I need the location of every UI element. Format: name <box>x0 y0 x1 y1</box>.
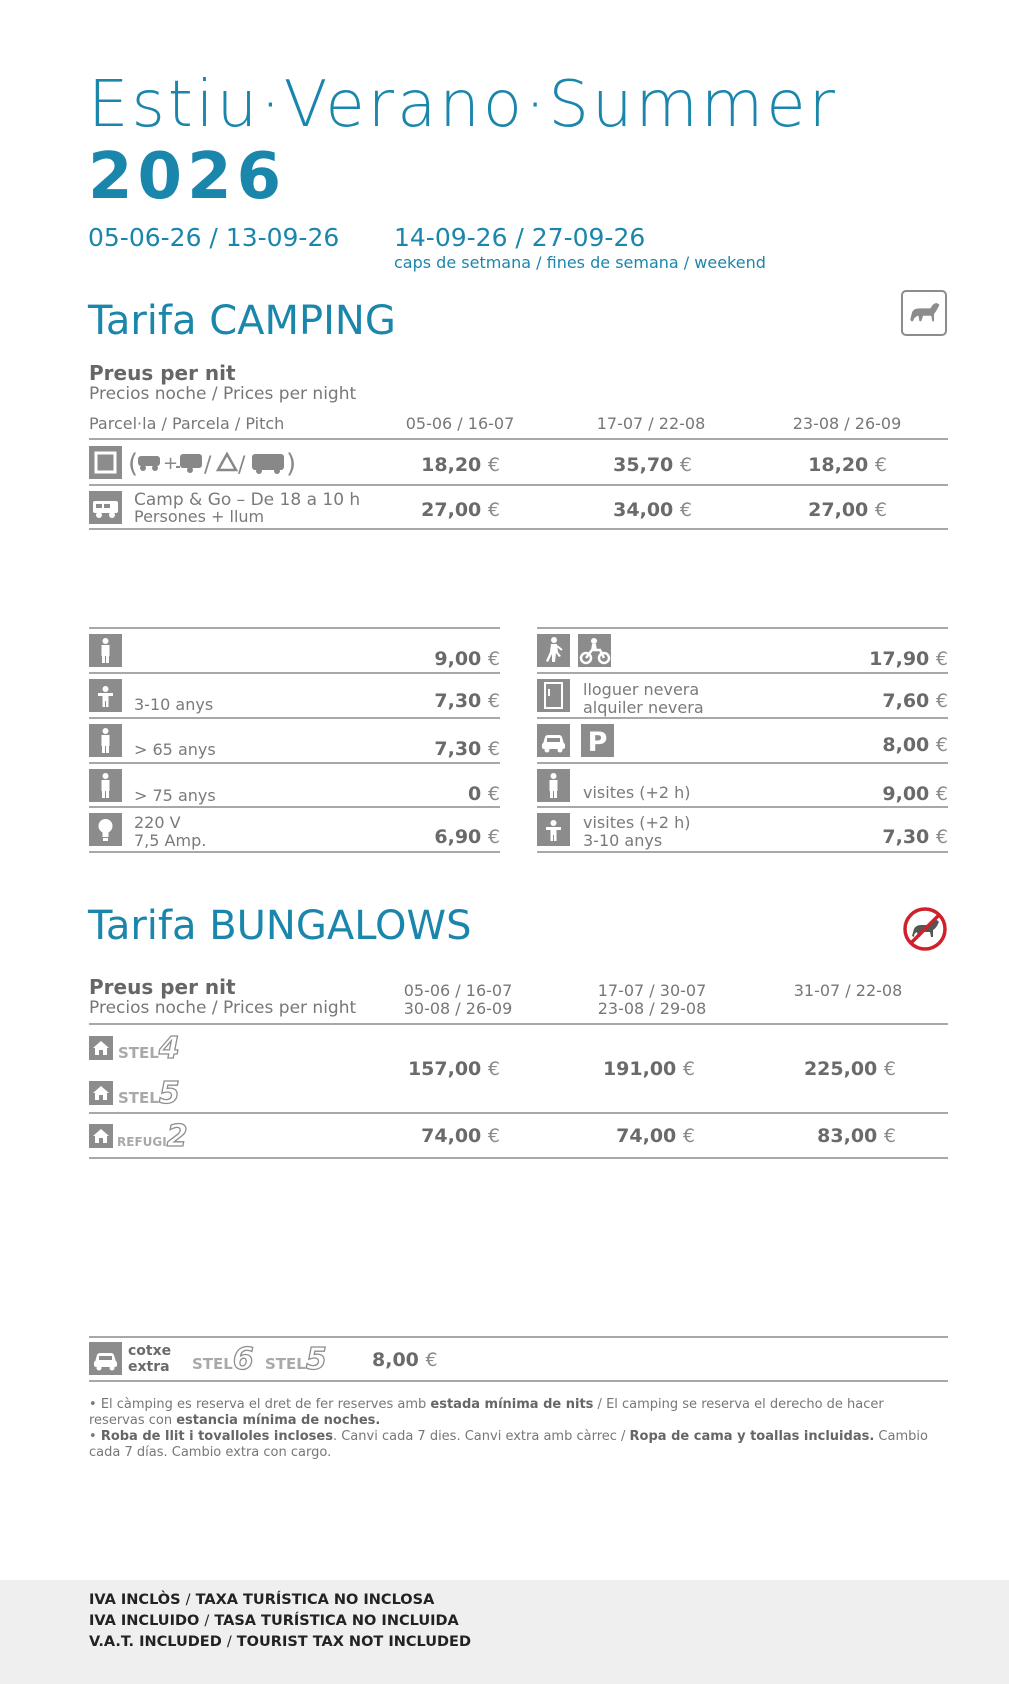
pitch-price-2: 35,70 € <box>613 454 692 476</box>
visitor-child-label: visites (+2 h) <box>583 813 691 832</box>
walker-icon <box>537 634 570 667</box>
visitor-icon <box>537 769 570 802</box>
adult-price: 9,00 € <box>434 648 500 670</box>
child-age-label: 3-10 anys <box>134 695 214 714</box>
house-icon <box>89 1036 113 1060</box>
footer-line-en: V.A.T. INCLUDED / TOURIST TAX NOT INCLUDED <box>89 1634 471 1650</box>
bungalows-subheading: Precios noche / Prices per night <box>89 998 357 1018</box>
footer-line-es: IVA INCLUIDO / TASA TURÍSTICA NO INCLUIDA <box>89 1613 459 1629</box>
bungalows-title: Tarifa BUNGALOWS <box>88 903 472 949</box>
parking-price: 8,00 € <box>882 734 948 756</box>
electricity-price: 6,90 € <box>434 826 500 848</box>
date-range-weekend: 14-09-26 / 27-09-26 <box>394 223 646 252</box>
stel-5-label: STEL5 <box>118 1076 180 1111</box>
note-minimum-stay: • El càmping es reserva el dret de fer reserves amb estada mínima de nits / El camping se reserva el derecho de hacer reservas con estancia mínima de noches. <box>89 1397 884 1428</box>
camp-and-go-sublabel: Persones + llum <box>134 507 265 526</box>
divider <box>89 1380 948 1382</box>
date-range-main: 05-06-26 / 13-09-26 <box>88 223 340 252</box>
child-price: 7,30 € <box>434 690 500 712</box>
no-pets-icon <box>902 906 948 952</box>
motorbike-icon <box>578 634 611 667</box>
campgo-price-2: 34,00 € <box>613 499 692 521</box>
note-linen: • Roba de llit i tovalloles incloses. Canvi cada 7 dies. Canvi extra amb càrrec / Ropa de cama y toallas incluidas. Cambio cada 7 días. Cambio extra con cargo. <box>89 1429 928 1460</box>
bungalows-heading: Preus per nit <box>89 975 236 999</box>
divider <box>537 762 948 764</box>
divider <box>89 806 500 808</box>
extra-car-label: cotxe extra <box>128 1343 172 1375</box>
stel-price-2: 191,00 € <box>602 1058 695 1080</box>
divider <box>89 484 948 486</box>
svg-text:(: ( <box>128 449 139 479</box>
bungalow-period-1b: 30-08 / 26-09 <box>403 999 513 1018</box>
pitch-column-label: Parcel·la / Parcela / Pitch <box>89 414 285 433</box>
refugi-price-2: 74,00 € <box>616 1125 695 1147</box>
campgo-price-3: 27,00 € <box>808 499 887 521</box>
svg-text:/: / <box>238 453 246 478</box>
divider <box>537 672 948 674</box>
bungalow-period-2a: 17-07 / 30-07 <box>597 981 707 1000</box>
divider <box>537 627 948 629</box>
visitor-child-price: 7,30 € <box>882 826 948 848</box>
electricity-voltage: 220 V <box>134 813 181 832</box>
parking-icon <box>581 724 614 757</box>
svg-text:+: + <box>163 453 179 474</box>
stel-4-label: STEL4 <box>118 1031 180 1066</box>
weekend-note: caps de setmana / fines de semana / weekend <box>394 253 766 272</box>
divider <box>89 762 500 764</box>
camping-period-2: 17-07 / 22-08 <box>596 414 706 433</box>
car-icon <box>537 724 570 757</box>
stel-6-label: STEL6 <box>192 1342 254 1377</box>
electricity-amps: 7,5 Amp. <box>134 831 207 850</box>
stel-price-1: 157,00 € <box>407 1058 500 1080</box>
footer <box>0 1580 1009 1684</box>
fridge-label-es: alquiler nevera <box>583 698 704 717</box>
visitor-child-icon <box>537 813 570 846</box>
lightbulb-icon <box>89 813 122 846</box>
camping-title: Tarifa CAMPING <box>88 298 396 344</box>
refugi-price-1: 74,00 € <box>421 1125 500 1147</box>
divider <box>89 672 500 674</box>
divider <box>89 1023 948 1025</box>
divider <box>537 851 948 853</box>
bungalow-period-1a: 05-06 / 16-07 <box>403 981 513 1000</box>
pitch-price-1: 18,20 € <box>421 454 500 476</box>
svg-text:P: P <box>587 727 608 757</box>
divider <box>89 528 948 530</box>
extra-car-price: 8,00 € <box>372 1349 438 1371</box>
page-title: Estiu·Verano·Summer <box>88 68 838 142</box>
senior-icon <box>89 724 122 757</box>
pets-allowed-icon <box>901 290 947 336</box>
stel-price-3: 225,00 € <box>803 1058 896 1080</box>
footer-line-ca: IVA INCLÒS / TAXA TURÍSTICA NO INCLOSA <box>89 1592 435 1608</box>
senior-65-label: > 65 anys <box>134 740 216 759</box>
visitor-price: 9,00 € <box>882 783 948 805</box>
refugi-price-3: 83,00 € <box>817 1125 896 1147</box>
campgo-price-1: 27,00 € <box>421 499 500 521</box>
pitch-icon <box>89 446 122 479</box>
visitor-child-age: 3-10 anys <box>583 831 663 850</box>
divider <box>89 627 500 629</box>
divider <box>537 717 948 719</box>
senior-75-label: > 75 anys <box>134 786 216 805</box>
page-year: 2026 <box>88 140 287 214</box>
svg-text:/: / <box>204 453 212 478</box>
pitch-price-3: 18,20 € <box>808 454 887 476</box>
divider <box>89 1112 948 1114</box>
svg-text:): ) <box>286 449 297 479</box>
stel-5-extra-label: STEL5 <box>265 1342 327 1377</box>
camp-and-go-label: Camp & Go – De 18 a 10 h <box>134 490 361 510</box>
divider <box>89 717 500 719</box>
camping-period-3: 23-08 / 26-09 <box>792 414 902 433</box>
walker-moto-price: 17,90 € <box>869 648 948 670</box>
divider <box>89 438 948 440</box>
fridge-label-ca: lloguer nevera <box>583 680 700 699</box>
bungalow-period-3a: 31-07 / 22-08 <box>793 981 903 1000</box>
vehicle-types-icons <box>128 446 298 479</box>
divider <box>89 851 500 853</box>
visitor-label: visites (+2 h) <box>583 783 691 802</box>
divider <box>89 1336 948 1338</box>
senior-75-icon <box>89 769 122 802</box>
camping-heading: Preus per nit <box>89 361 236 385</box>
bungalow-period-2b: 23-08 / 29-08 <box>597 999 707 1018</box>
house-icon <box>89 1124 113 1148</box>
divider <box>537 806 948 808</box>
house-icon <box>89 1081 113 1105</box>
campervan-icon <box>89 491 122 524</box>
adult-icon <box>89 634 122 667</box>
camping-subheading: Precios noche / Prices per night <box>89 384 357 404</box>
camping-period-1: 05-06 / 16-07 <box>405 414 515 433</box>
senior-65-price: 7,30 € <box>434 738 500 760</box>
extra-car-icon <box>89 1342 122 1375</box>
child-icon <box>89 679 122 712</box>
refugi-2-label: REFUGI2 <box>117 1119 188 1154</box>
senior-75-price: 0 € <box>468 783 500 805</box>
divider <box>89 1157 948 1159</box>
fridge-icon <box>537 679 570 712</box>
fridge-price: 7,60 € <box>882 690 948 712</box>
